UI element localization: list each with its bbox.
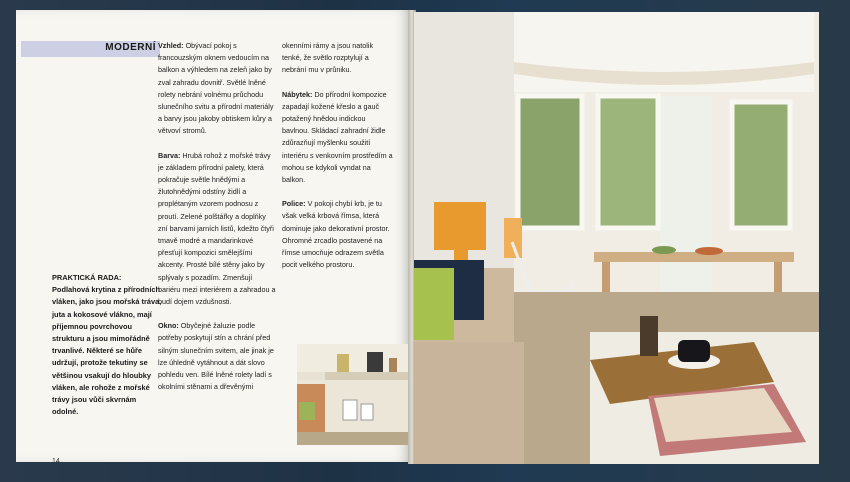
text-barva: Hrubá rohož z mořské trávy je základem přírodní palety, která pokračuje světle hnědými a žlutohnědými odstíny židlí a proplétaným vzorem podnosu z proutí. Zelené polštářky a doplňky zní barvami jarních listů, kdežto čtyři tmavě modré a mandarinkové přesťují kompozici smělejšími akcenty. Prosté bílé stěny jako by splývaly s pozadím. Zmenšují bariéru mezi interiérem a zahradou a budí dojem vzdušnosti. [158, 150, 276, 307]
living-room-photo-illustration [414, 12, 819, 464]
paragraph-continued [282, 40, 394, 77]
section-header-band [21, 41, 160, 57]
tip-text: Podlahová krytina z přírodních vláken, jako jsou mořská tráva, juta a kokosové vlákno, mají příjemnou povrchovou strukturu a jsou mimořádně trvanlivé. Některé se hůře udržují, protože tekutiny se většinou vsakují do hloubky vláken, ale rohože z mořské trávy jsou vůči skvrnám odolné. [52, 285, 162, 417]
paragraph-police [282, 198, 394, 271]
label-nabytek: Nábytek: [282, 89, 313, 99]
text-police: V pokoji chybí krb, je tu však velká krbová římsa, která dominuje jako dekorativní prostor. Ohromné zrcadlo postavené na římse umocňuje odrazem světla pocit velkého prostoru. [282, 199, 390, 270]
page-number: 14 [52, 458, 60, 465]
room-photo [414, 12, 819, 464]
paragraph-vzhled [158, 40, 276, 138]
label-police: Police: [282, 199, 306, 209]
text-continued: okenními rámy a jsou natolik tenké, že světlo rozptylují a nebrání mu v průniku. [282, 41, 374, 75]
thumbnail-photo-mantel [297, 344, 410, 445]
left-page [16, 10, 411, 465]
paragraph-nabytek [282, 89, 394, 187]
practical-tip [52, 272, 162, 418]
label-barva: Barva: [158, 150, 181, 160]
text-okno: Obyčejné žaluzie podle potřeby poskytují stín a chrání před silným slunečním svitem, ale jinak je lze úhledně vytáhnout a dát slovo pohledu ven. Bílé lněné rolety ladí s okolními stěnami a dřevěnými [158, 321, 274, 392]
text-vzhled: Obývací pokoj s francouzským oknem vedoucím na balkon a výhledem na zeleň jako by zval zahradu dovnitř. Světlé lněné rolety nebrání volnému průchodu slunečního svitu a přírodní materiály a barvy jsou jakoby obtiskem kůry a větvoví stromů. [158, 41, 274, 136]
label-vzhled: Vzhled: [158, 41, 184, 50]
section-title: MODERNÍ [105, 42, 156, 53]
paragraph-barva [158, 150, 276, 309]
text-column-2 [282, 40, 394, 283]
text-column-1 [158, 40, 276, 405]
label-okno: Okno: [158, 321, 179, 331]
text-nabytek: Do přírodní kompozice zapadají kožené křeslo a gauč potažený hnědou indickou bavlnou. Skládací zahradní židle zdůrazňují myšlenku soužití interiéru s venkovním prostředím a mohou se kdykoli vyndat na balkon. [282, 89, 393, 185]
tip-heading: PRAKTICKÁ RADA: [52, 273, 122, 282]
paragraph-okno [158, 320, 276, 393]
